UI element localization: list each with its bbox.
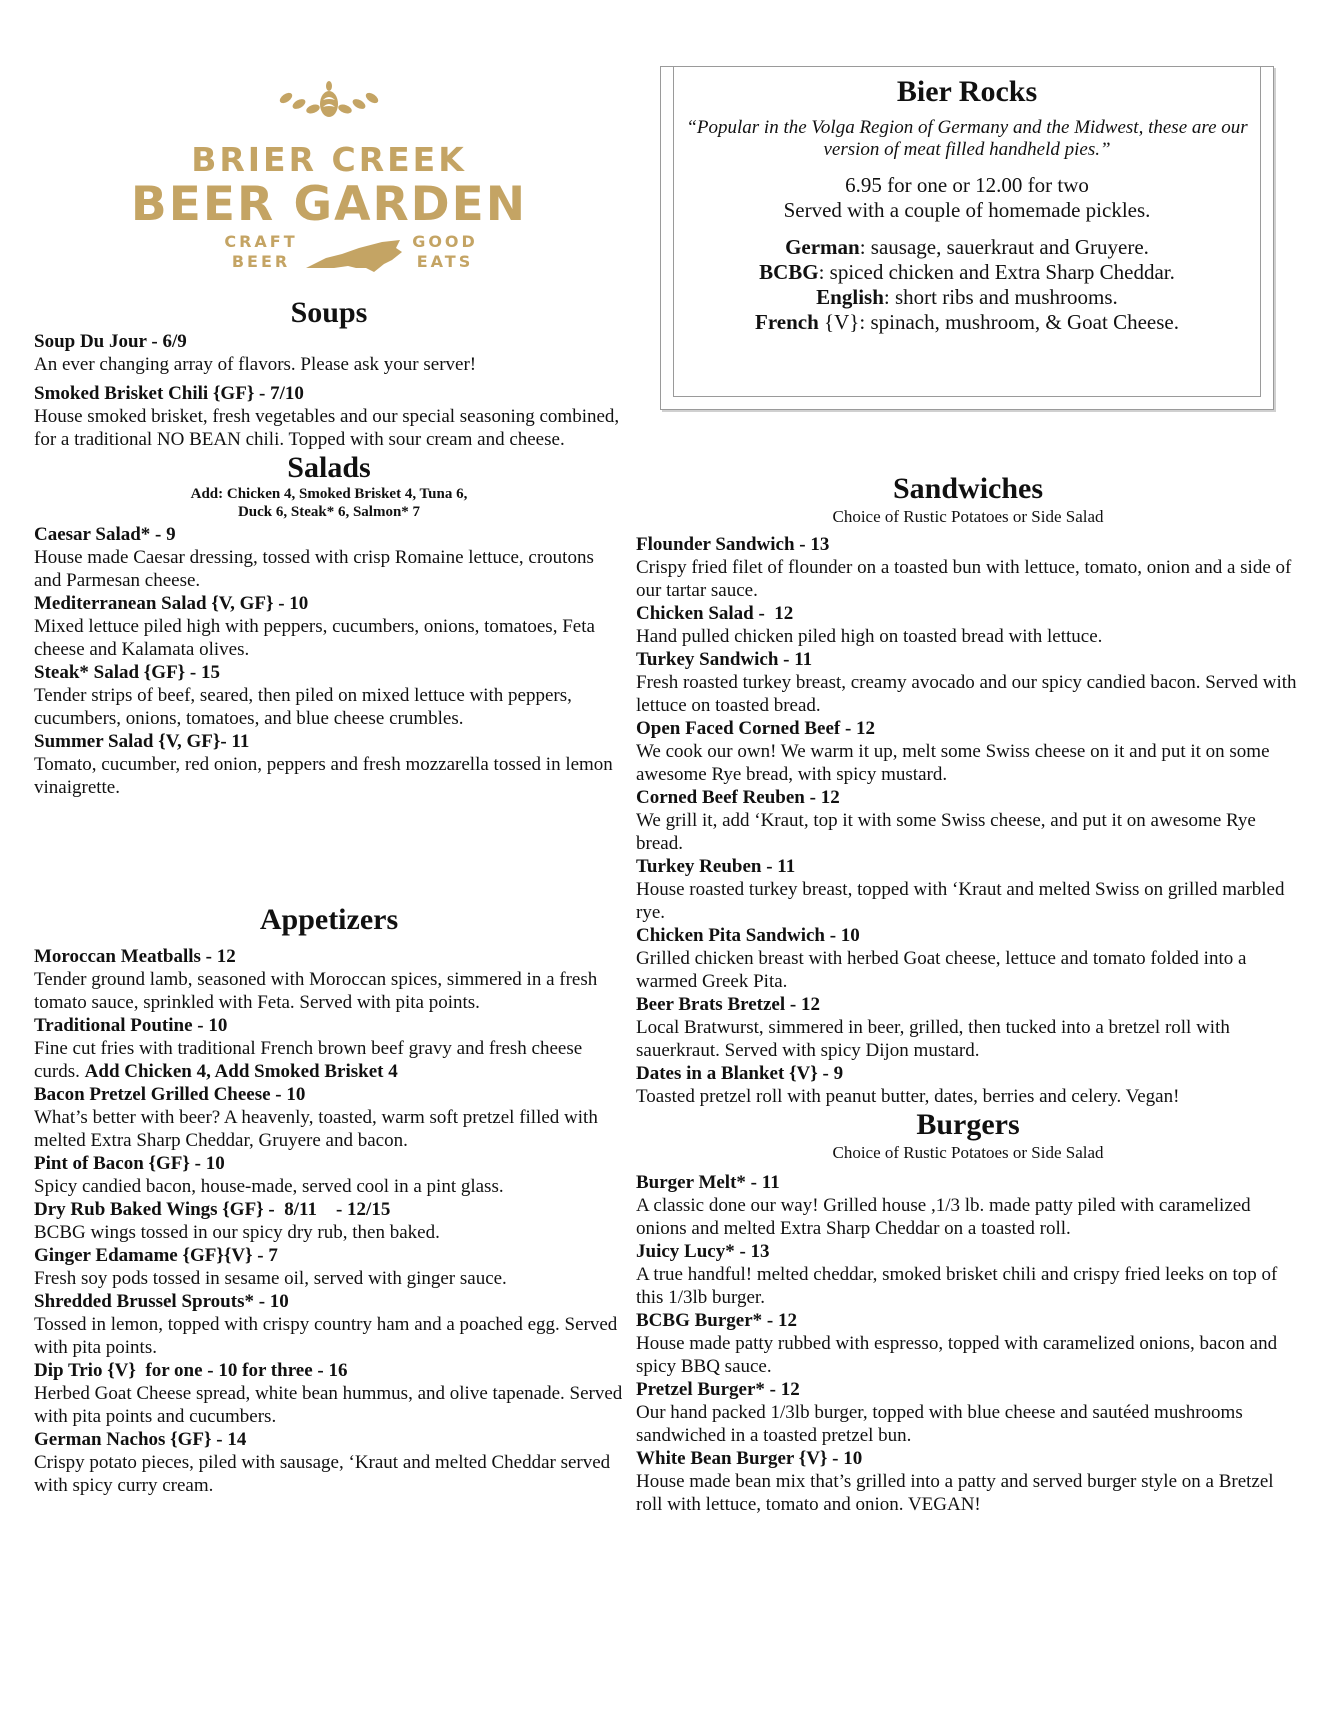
item-name: Moroccan Meatballs - 12	[34, 946, 236, 967]
sandwiches-title: Sandwiches	[892, 472, 1044, 505]
item-name: Bacon Pretzel Grilled Cheese - 10	[34, 1084, 306, 1105]
soups-title: Soups	[290, 296, 368, 329]
item-name: Dry Rub Baked Wings {GF} - 8/11 - 12/15	[34, 1199, 391, 1220]
bier-rocks-filling	[674, 260, 1260, 285]
menu-item	[34, 1244, 624, 1290]
menu-item	[636, 924, 1300, 993]
item-name: Pretzel Burger* - 12	[636, 1379, 800, 1400]
menu-item	[34, 945, 624, 1014]
logo-tag-right-2: EATS	[416, 252, 474, 271]
burgers-title: Burgers	[916, 1108, 1020, 1141]
bier-rocks-filling	[674, 285, 1260, 310]
item-desc: Tender ground lamb, seasoned with Moroccan spices, simmered in a fresh tomato sauce, sprinkled with Feta. Served with pita points.	[34, 969, 598, 1013]
soups-section	[34, 296, 624, 451]
logo-tag-right	[400, 232, 490, 272]
item-desc: Tomato, cucumber, red onion, peppers and fresh mozzarella tossed in lemon vinaigrette.	[34, 754, 613, 798]
item-desc: Toasted pretzel roll with peanut butter, dates, berries and celery. Vegan!	[636, 1086, 1180, 1107]
sandwiches-subtitle: Choice of Rustic Potatoes or Side Salad	[832, 507, 1104, 526]
salads-addons-line-1: Add: Chicken 4, Smoked Brisket 4, Tuna 6,	[190, 486, 468, 502]
menu-item	[636, 1062, 1300, 1108]
logo-tag-right-1: GOOD	[412, 232, 478, 251]
north-carolina-state-icon	[304, 238, 404, 274]
menu-item	[636, 648, 1300, 717]
menu-item	[34, 1359, 624, 1428]
menu-item	[34, 382, 624, 451]
left-column	[34, 70, 624, 1497]
menu-item	[34, 330, 624, 376]
item-name: Caesar Salad* - 9	[34, 524, 176, 545]
burgers-subtitle: Choice of Rustic Potatoes or Side Salad	[832, 1143, 1104, 1162]
menu-item	[636, 855, 1300, 924]
item-name: Soup Du Jour - 6/9	[34, 331, 187, 352]
appetizers-section	[34, 903, 624, 1497]
item-name: Chicken Salad - 12	[636, 603, 794, 624]
item-desc: Tender strips of beef, seared, then piled on mixed lettuce with peppers, cucumbers, onions, tomatoes, and blue cheese crumbles.	[34, 685, 572, 729]
item-desc: Fresh soy pods tossed in sesame oil, served with ginger sauce.	[34, 1268, 507, 1289]
item-name: Burger Melt* - 11	[636, 1172, 780, 1193]
logo-line-2: BEER GARDEN	[130, 177, 528, 232]
item-desc: Spicy candied bacon, house-made, served cool in a pint glass.	[34, 1176, 504, 1197]
filling-name: German	[785, 235, 860, 259]
item-name: Smoked Brisket Chili {GF} - 7/10	[34, 383, 304, 404]
item-desc: What’s better with beer? A heavenly, toasted, warm soft pretzel filled with melted Extra Sharp Cheddar, Gruyere and bacon.	[34, 1107, 598, 1151]
bier-rocks-quote: “Popular in the Volga Region of Germany and the Midwest, these are our version of meat filled handheld pies.”	[686, 117, 1248, 160]
menu-item	[34, 661, 624, 730]
menu-item	[636, 1378, 1300, 1447]
item-desc: House roasted turkey breast, topped with ‘Kraut and melted Swiss on grilled marbled rye.	[636, 879, 1285, 923]
menu-item	[636, 1171, 1300, 1240]
item-name: Dip Trio {V} for one - 10 for three - 16	[34, 1360, 348, 1381]
salads-addons	[34, 485, 624, 521]
bier-rocks-filling	[674, 310, 1260, 335]
item-desc: We cook our own! We warm it up, melt some Swiss cheese on it and put it on some awesome Rye bread, with spicy mustard.	[636, 741, 1270, 785]
sandwiches-section	[636, 472, 1300, 1108]
logo-line-1: BRIER CREEK	[191, 140, 467, 179]
item-name: Mediterranean Salad {V, GF} - 10	[34, 593, 309, 614]
item-desc	[34, 1037, 624, 1083]
filling-name: French	[755, 310, 825, 334]
bier-rocks-filling	[674, 235, 1260, 260]
right-column	[636, 66, 1300, 1516]
menu-item	[34, 1083, 624, 1152]
item-desc: We grill it, add ‘Kraut, top it with some Swiss cheese, and put it on awesome Rye bread.	[636, 810, 1256, 854]
menu-item	[636, 786, 1300, 855]
item-desc: House made bean mix that’s grilled into a patty and served burger style on a Bretzel roll with lettuce, tomato and onion. VEGAN!	[636, 1471, 1274, 1515]
menu-item	[636, 533, 1300, 602]
menu-item	[34, 523, 624, 592]
item-desc: Tossed in lemon, topped with crispy country ham and a poached egg. Served with pita points.	[34, 1314, 618, 1358]
filling-name: English	[816, 285, 884, 309]
item-desc: Hand pulled chicken piled high on toasted bread with lettuce.	[636, 626, 1103, 647]
logo	[34, 70, 624, 280]
salads-section	[34, 451, 624, 799]
item-name: Chicken Pita Sandwich - 10	[636, 925, 860, 946]
item-desc: An ever changing array of flavors. Please ask your server!	[34, 354, 477, 375]
salads-title: Salads	[287, 451, 371, 484]
item-name: Steak* Salad {GF} - 15	[34, 662, 220, 683]
item-desc: A true handful! melted cheddar, smoked brisket chili and crispy fried leeks on top of this 1/3lb burger.	[636, 1264, 1278, 1308]
filling-name: BCBG	[759, 260, 819, 284]
filling-desc: {V}: spinach, mushroom, & Goat Cheese.	[824, 310, 1179, 334]
item-name: Traditional Poutine - 10	[34, 1015, 228, 1036]
filling-desc: : sausage, sauerkraut and Gruyere.	[859, 235, 1149, 259]
item-desc: Fresh roasted turkey breast, creamy avocado and our spicy candied bacon. Served with lettuce on toasted bread.	[636, 672, 1297, 716]
bier-rocks-title: Bier Rocks	[896, 75, 1038, 108]
item-name: Dates in a Blanket {V} - 9	[636, 1063, 844, 1084]
appetizers-title: Appetizers	[259, 903, 399, 936]
item-desc: Crispy fried filet of flounder on a toasted bun with lettuce, tomato, onion and a side of our tartar sauce.	[636, 557, 1292, 601]
menu-item	[636, 1447, 1300, 1516]
item-name: Turkey Reuben - 11	[636, 856, 796, 877]
menu-item	[34, 1152, 624, 1198]
item-name: Open Faced Corned Beef - 12	[636, 718, 876, 739]
menu-item	[636, 1309, 1300, 1378]
item-name: Summer Salad {V, GF}- 11	[34, 731, 250, 752]
burgers-section	[636, 1108, 1300, 1516]
bier-rocks-price: 6.95 for one or 12.00 for two	[845, 173, 1089, 197]
hops-wheat-emblem-icon	[269, 76, 389, 136]
item-name: German Nachos {GF} - 14	[34, 1429, 247, 1450]
menu-item	[34, 730, 624, 799]
item-desc: Our hand packed 1/3lb burger, topped with blue cheese and sautéed mushrooms sandwiched in a toasted pretzel bun.	[636, 1402, 1243, 1446]
item-desc: House made Caesar dressing, tossed with crisp Romaine lettuce, croutons and Parmesan cheese.	[34, 547, 594, 591]
item-name: White Bean Burger {V} - 10	[636, 1448, 863, 1469]
item-name: BCBG Burger* - 12	[636, 1310, 797, 1331]
item-name: Turkey Sandwich - 11	[636, 649, 813, 670]
item-desc: House smoked brisket, fresh vegetables and our special seasoning combined, for a traditional NO BEAN chili. Topped with sour cream and cheese.	[34, 406, 620, 450]
menu-item	[636, 1240, 1300, 1309]
item-desc-text: Fine cut fries with traditional French brown beef gravy and fresh cheese curds.	[34, 1038, 583, 1082]
logo-tag-left-2: BEER	[231, 252, 291, 271]
item-desc: Local Bratwurst, simmered in beer, grilled, then tucked into a bretzel roll with sauerkraut. Served with spicy Dijon mustard.	[636, 1017, 1230, 1061]
item-addons: Add Chicken 4, Add Smoked Brisket 4	[84, 1061, 398, 1082]
logo-tag-left-1: CRAFT	[224, 232, 298, 251]
item-desc: A classic done our way! Grilled house ,1/3 lb. made patty piled with caramelized onions and melted Extra Sharp Cheddar on a toasted roll.	[636, 1195, 1251, 1239]
bier-rocks-price-block	[674, 173, 1260, 223]
menu-item	[636, 602, 1300, 648]
menu-item	[34, 1198, 624, 1244]
salads-addons-line-2: Duck 6, Steak* 6, Salmon* 7	[237, 504, 421, 520]
bier-rocks-box	[660, 66, 1274, 410]
filling-desc: : spiced chicken and Extra Sharp Cheddar.	[818, 260, 1175, 284]
item-name: Beer Brats Bretzel - 12	[636, 994, 820, 1015]
item-name: Corned Beef Reuben - 12	[636, 787, 840, 808]
menu-item	[636, 717, 1300, 786]
logo-tag-left	[216, 232, 306, 272]
item-name: Pint of Bacon {GF} - 10	[34, 1153, 225, 1174]
item-name: Shredded Brussel Sprouts* - 10	[34, 1291, 289, 1312]
item-desc: BCBG wings tossed in our spicy dry rub, then baked.	[34, 1222, 440, 1243]
filling-desc: : short ribs and mushrooms.	[883, 285, 1118, 309]
menu-item	[34, 1290, 624, 1359]
item-name: Juicy Lucy* - 13	[636, 1241, 770, 1262]
item-desc: Herbed Goat Cheese spread, white bean hummus, and olive tapenade. Served with pita points and cucumbers.	[34, 1383, 623, 1427]
item-name: Ginger Edamame {GF}{V} - 7	[34, 1245, 278, 1266]
menu-item	[34, 592, 624, 661]
item-desc: Grilled chicken breast with herbed Goat cheese, lettuce and tomato folded into a warmed Greek Pita.	[636, 948, 1247, 992]
item-desc: House made patty rubbed with espresso, topped with caramelized onions, bacon and spicy BBQ sauce.	[636, 1333, 1278, 1377]
item-name: Flounder Sandwich - 13	[636, 534, 830, 555]
item-desc: Mixed lettuce piled high with peppers, cucumbers, onions, tomatoes, Feta cheese and Kalamata olives.	[34, 616, 595, 660]
menu-item	[34, 1014, 624, 1083]
bier-rocks-served: Served with a couple of homemade pickles.	[783, 198, 1151, 222]
menu-item	[34, 1428, 624, 1497]
menu-item	[636, 993, 1300, 1062]
item-desc: Crispy potato pieces, piled with sausage, ‘Kraut and melted Cheddar served with spicy curry cream.	[34, 1452, 611, 1496]
bier-rocks-inner	[673, 67, 1261, 397]
